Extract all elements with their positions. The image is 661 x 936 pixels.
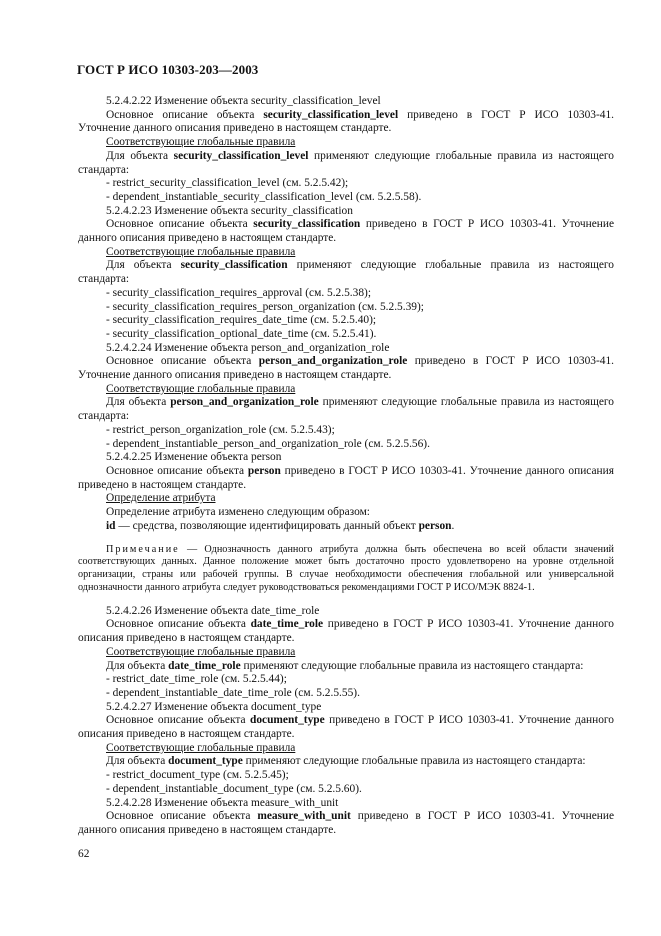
list-item: - security_classification_requires_person_organization (см. 5.2.5.39);	[106, 300, 424, 313]
section-title: 5.2.4.2.23 Изменение объекта security_classification	[106, 204, 353, 217]
list-item: - restrict_date_time_role (см. 5.2.5.44);	[106, 673, 287, 686]
list-item: - security_classification_optional_date_time (см. 5.2.5.41).	[106, 327, 377, 340]
subheading: Соответствующие глобальные правила	[106, 136, 296, 149]
paragraph: Основное описание объекта person_and_organization_role приведено в ГОСТ Р ИСО 10303-41. Уточнение данного описания приведено в настоящем стандарте.	[78, 355, 615, 382]
note	[78, 544, 614, 595]
paragraph: Основное описание объекта security_classification_level приведено в ГОСТ Р ИСО 10303-41. Уточнение данного описания приведено в настоящем стандарте.	[78, 108, 615, 135]
list-item: - restrict_security_classification_level (см. 5.2.5.42);	[106, 177, 349, 190]
section-title: 5.2.4.2.27 Изменение объекта document_type	[106, 700, 322, 713]
page-header: ГОСТ Р ИСО 10303-203—2003	[77, 62, 259, 77]
note-text: — Однозначность данного атрибута должна быть обеспечена во всей области значений соответствующих данных. Данное положение может быть достаточно просто удовлетворено на уровне отдельной организации, страны или рабочей группы. В случае необходимости обеспечения глобальной или универсальной однозначности данного атрибута следует руководствоваться рекомендациями ГОСТ Р ИСО/МЭК 8824-1.	[78, 543, 614, 593]
list-item: - security_classification_requires_approval (см. 5.2.5.38);	[106, 286, 371, 299]
paragraph: Основное описание объекта document_type приведено в ГОСТ Р ИСО 10303-41. Уточнение данного описания приведено в настоящем стандарте.	[78, 714, 614, 741]
paragraph: Основное описание объекта person приведено в ГОСТ Р ИСО 10303-41. Уточнение данного описания приведено в настоящем стандарте.	[78, 464, 614, 491]
page-body	[78, 95, 614, 838]
paragraph: Для объекта document_type применяют следующие глобальные правила из настоящего стандарта:	[106, 755, 586, 768]
section-title: 5.2.4.2.22 Изменение объекта security_classification_level	[106, 95, 381, 107]
note-label: Примечание	[106, 543, 180, 555]
list-item: - dependent_instantiable_document_type (см. 5.2.5.60).	[106, 782, 362, 795]
section-title: 5.2.4.2.25 Изменение объекта person	[106, 451, 282, 464]
subheading: Определение атрибута	[106, 492, 216, 505]
paragraph: Определение атрибута изменено следующим образом:	[106, 506, 370, 519]
list-item: - security_classification_requires_date_time (см. 5.2.5.40);	[106, 314, 377, 327]
section-title: 5.2.4.2.26 Изменение объекта date_time_role	[106, 604, 320, 617]
paragraph: Для объекта date_time_role применяют следующие глобальные правила из настоящего стандарта:	[106, 659, 584, 672]
page-number: 62	[78, 848, 90, 860]
paragraph: id — средства, позволяющие идентифицировать данный объект person.	[106, 519, 455, 532]
list-item: - dependent_instantiable_security_classification_level (см. 5.2.5.58).	[106, 190, 422, 203]
subheading: Соответствующие глобальные правила	[106, 645, 296, 658]
section-title: 5.2.4.2.24 Изменение объекта person_and_organization_role	[106, 341, 390, 354]
paragraph: Основное описание объекта measure_with_unit приведено в ГОСТ Р ИСО 10303-41. Уточнение данного описания приведено в настоящем стандарте.	[78, 810, 615, 836]
paragraph: Для объекта security_classification_level применяют следующие глобальные правила из настоящего стандарта:	[78, 149, 614, 176]
paragraph: Основное описание объекта date_time_role приведено в ГОСТ Р ИСО 10303-41. Уточнение данного описания приведено в настоящем стандарте.	[78, 618, 614, 645]
paragraph: Для объекта person_and_organization_role применяют следующие глобальные правила из настоящего стандарта:	[78, 396, 614, 423]
list-item: - dependent_instantiable_person_and_organization_role (см. 5.2.5.56).	[106, 437, 430, 450]
subheading: Соответствующие глобальные правила	[106, 741, 296, 754]
list-item: - restrict_person_organization_role (см. 5.2.5.43);	[106, 423, 335, 436]
subheading: Соответствующие глобальные правила	[106, 382, 296, 395]
paragraph: Основное описание объекта security_classification приведено в ГОСТ Р ИСО 10303-41. Уточнение данного описания приведено в настоящем стандарте.	[78, 218, 614, 245]
list-item: - restrict_document_type (см. 5.2.5.45);	[106, 769, 289, 782]
subheading: Соответствующие глобальные правила	[106, 245, 296, 258]
list-item: - dependent_instantiable_date_time_role (см. 5.2.5.55).	[106, 686, 360, 699]
paragraph: Для объекта security_classification применяют следующие глобальные правила из настоящего стандарта:	[78, 259, 614, 286]
section-title: 5.2.4.2.28 Изменение объекта measure_with_unit	[106, 796, 339, 809]
